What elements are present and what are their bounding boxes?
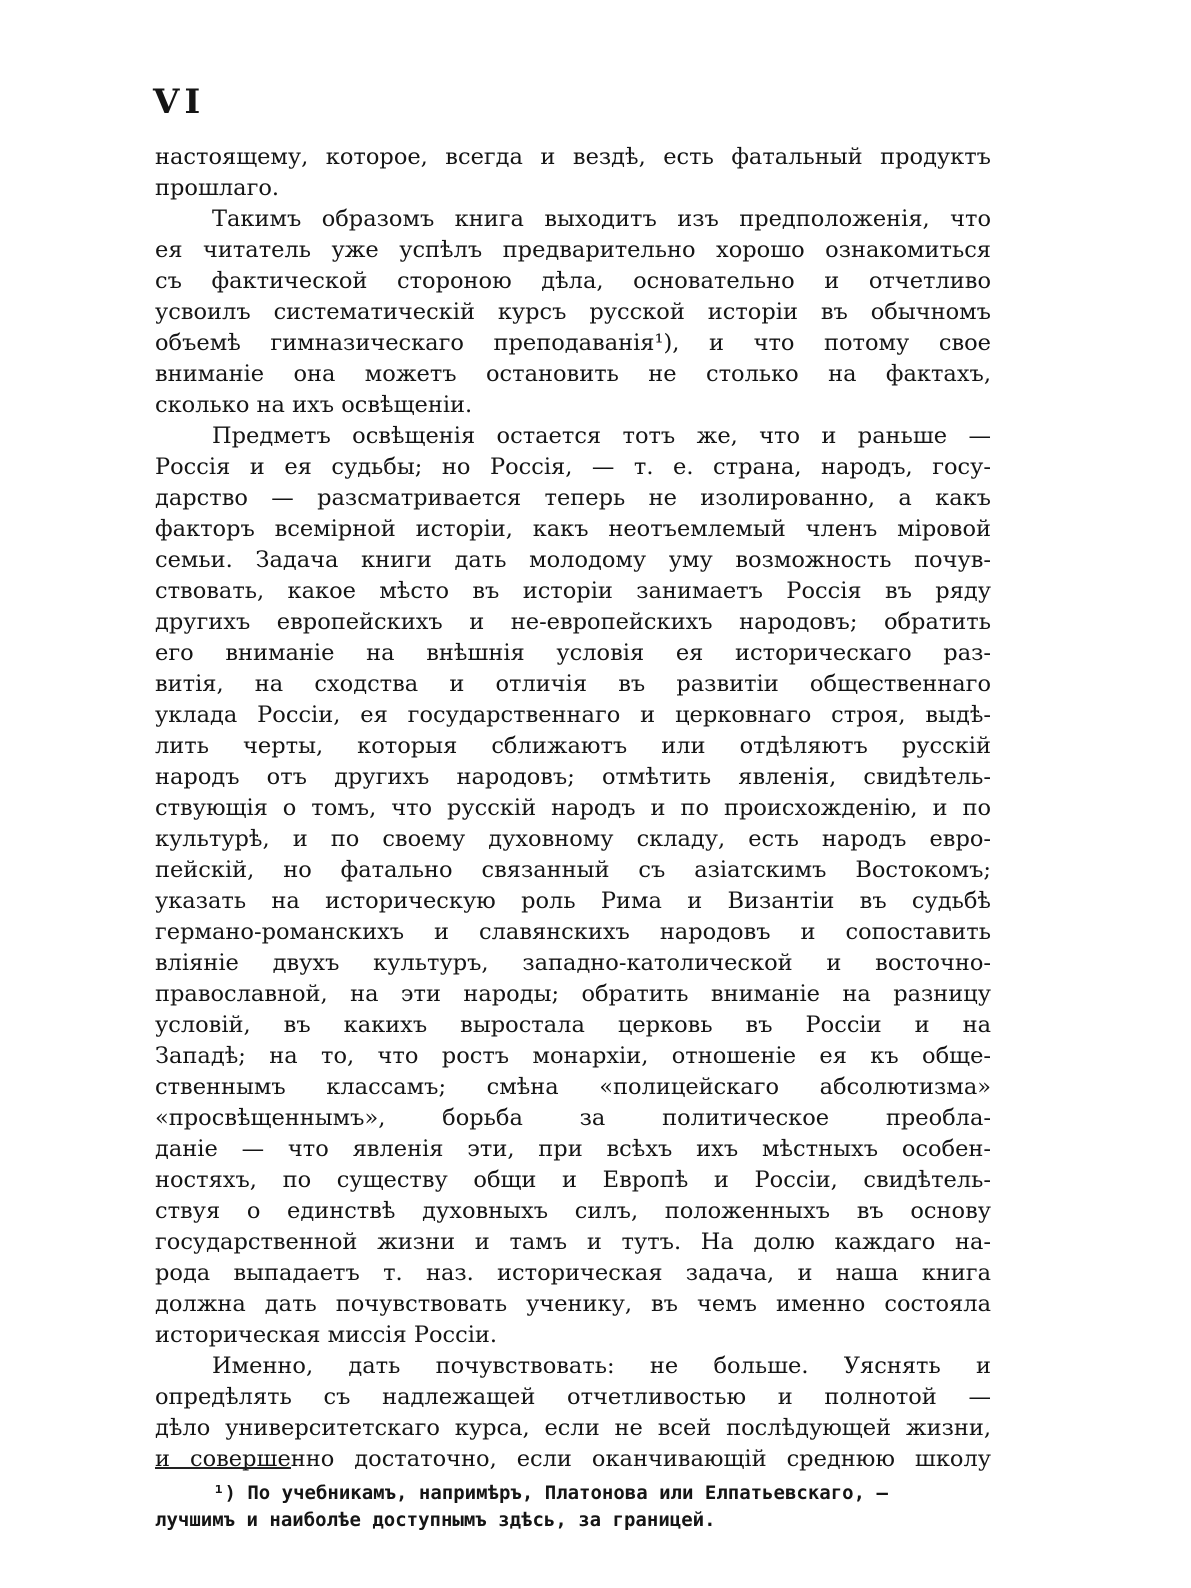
text-line: пейскій, но фатально связанный съ азіатскимъ Востокомъ; bbox=[155, 857, 991, 883]
text-line: съ фактической стороною дѣла, основательно и отчетливо bbox=[155, 268, 991, 294]
footnote-line: лучшимъ и наиболѣе доступнымъ здѣсь, за границей. bbox=[155, 1509, 716, 1531]
text-line: даніе — что явленія эти, при всѣхъ ихъ мѣстныхъ особен- bbox=[155, 1136, 991, 1162]
text-line: ствуя о единствѣ духовныхъ силъ, положенныхъ въ основу bbox=[155, 1198, 991, 1224]
text-line: ствующія о томъ, что русскій народъ и по происхожденію, и по bbox=[155, 795, 991, 821]
text-line: витія, на сходства и отличія въ развитіи общественнаго bbox=[155, 671, 991, 697]
text-line: Западѣ; на то, что ростъ монархіи, отношеніе ея къ обще- bbox=[155, 1043, 991, 1069]
text-line: прошлаго. bbox=[155, 175, 280, 201]
text-line: германо-романскихъ и славянскихъ народовъ и сопоставить bbox=[155, 919, 991, 945]
text-line: опредѣлять съ надлежащей отчетливостью и полнотой — bbox=[155, 1384, 991, 1410]
text-line: ственнымъ классамъ; смѣна «полицейскаго абсолютизма» bbox=[155, 1074, 991, 1100]
text-line: историческая миссія Россіи. bbox=[155, 1322, 498, 1348]
text-line: Россія и ея судьбы; но Россія, — т. е. страна, народъ, госу- bbox=[155, 454, 991, 480]
text-line: Предметъ освѣщенія остается тотъ же, что и раньше — bbox=[212, 423, 991, 449]
text-line: ствовать, какое мѣсто въ исторіи занимаетъ Россія въ ряду bbox=[155, 578, 991, 604]
text-line: культурѣ, и по своему духовному складу, есть народъ евро- bbox=[155, 826, 991, 852]
text-line: Такимъ образомъ книга выходитъ изъ предположенія, что bbox=[212, 206, 991, 232]
page-number: VI bbox=[153, 82, 206, 122]
text-line: его вниманіе на внѣшнія условія ея историческаго раз- bbox=[155, 640, 991, 666]
text-line: усвоилъ систематическій курсъ русской исторіи въ обычномъ bbox=[155, 299, 991, 325]
text-line: указать на историческую роль Рима и Византіи въ судьбѣ bbox=[155, 888, 991, 914]
text-line: «просвѣщеннымъ», борьба за политическое преобла- bbox=[155, 1105, 991, 1131]
text-line: и совершенно достаточно, если оканчивающій среднюю школу bbox=[155, 1446, 991, 1472]
text-line: вліяніе двухъ культуръ, западно-католической и восточно- bbox=[155, 950, 991, 976]
footnote-divider bbox=[155, 1467, 291, 1469]
text-line: лить черты, которыя сближаютъ или отдѣляютъ русскій bbox=[155, 733, 991, 759]
text-line: народъ отъ другихъ народовъ; отмѣтить явленія, свидѣтель- bbox=[155, 764, 991, 790]
text-line: факторъ всемірной исторіи, какъ неотъемлемый членъ міровой bbox=[155, 516, 991, 542]
text-line: условій, въ какихъ выростала церковь въ Россіи и на bbox=[155, 1012, 991, 1038]
text-line: ностяхъ, по существу общи и Европѣ и Россіи, свидѣтель- bbox=[155, 1167, 991, 1193]
text-line: Именно, дать почувствовать: не больше. Уяснять и bbox=[212, 1353, 991, 1379]
text-line: сколько на ихъ освѣщеніи. bbox=[155, 392, 473, 418]
text-line: дарство — разсматривается теперь не изолированно, а какъ bbox=[155, 485, 991, 511]
footnotes bbox=[155, 1480, 991, 1534]
text-line: другихъ европейскихъ и не-европейскихъ народовъ; обратить bbox=[155, 609, 991, 635]
footnote-line: ¹) По учебникамъ, напримѣръ, Платонова или Елпатьевскаго, — bbox=[213, 1482, 888, 1504]
text-line: ея читатель уже успѣлъ предварительно хорошо ознакомиться bbox=[155, 237, 991, 263]
text-line: объемѣ гимназическаго преподаванія¹), и что потому свое bbox=[155, 330, 991, 356]
text-line: государственной жизни и тамъ и тутъ. На долю каждаго на- bbox=[155, 1229, 991, 1255]
text-line: вниманіе она можетъ остановить не столько на фактахъ, bbox=[155, 361, 991, 387]
text-line: дѣло университетскаго курса, если не всей послѣдующей жизни, bbox=[155, 1415, 991, 1441]
text-line: уклада Россіи, ея государственнаго и церковнаго строя, выдѣ- bbox=[155, 702, 991, 728]
text-line: рода выпадаетъ т. наз. историческая задача, и наша книга bbox=[155, 1260, 991, 1286]
text-line: должна дать почувствовать ученику, въ чемъ именно состояла bbox=[155, 1291, 991, 1317]
text-line: настоящему, которое, всегда и вездѣ, есть фатальный продуктъ bbox=[155, 144, 991, 170]
text-line: православной, на эти народы; обратить вниманіе на разницу bbox=[155, 981, 991, 1007]
body-text bbox=[155, 142, 991, 1475]
text-line: семьи. Задача книги дать молодому уму возможность почув- bbox=[155, 547, 991, 573]
